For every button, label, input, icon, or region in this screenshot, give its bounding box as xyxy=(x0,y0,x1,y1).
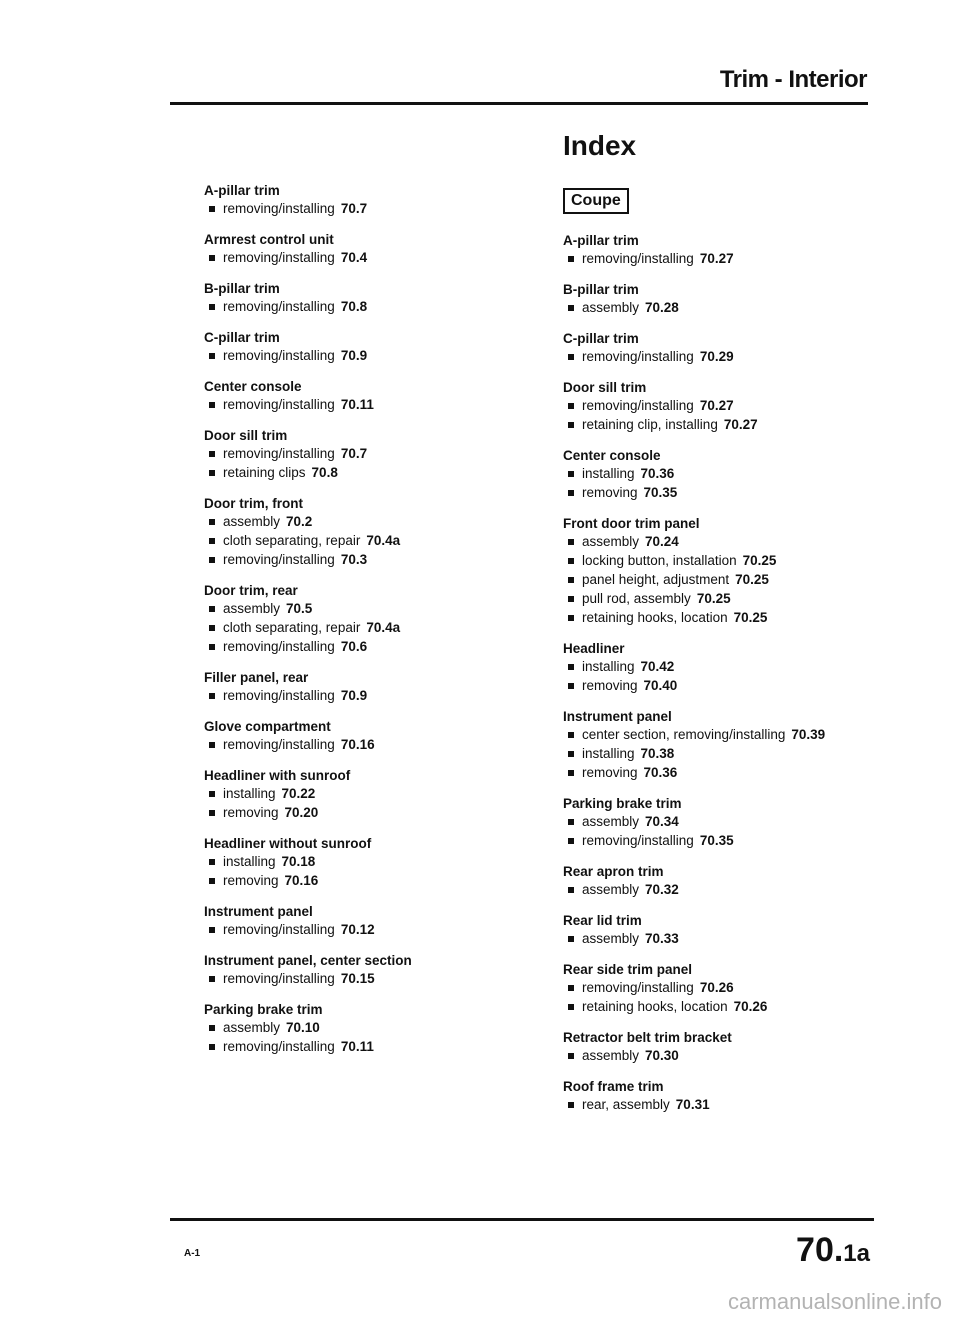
index-entry xyxy=(563,232,893,268)
index-entry-title: Rear apron trim xyxy=(563,864,664,879)
index-entry xyxy=(204,718,524,754)
page-reference: 70.9 xyxy=(340,688,368,703)
index-entry-title: Headliner without sunroof xyxy=(204,836,372,851)
page-reference: 70.27 xyxy=(699,251,734,266)
subentry-text: removing/installing xyxy=(223,446,335,461)
subentry-text: removing/installing xyxy=(223,299,335,314)
subentry-text: removing xyxy=(582,485,638,500)
index-subentry xyxy=(563,1046,893,1065)
subentry-text: panel height, adjustment xyxy=(582,572,730,587)
subentry-text: retaining clips xyxy=(223,465,306,480)
index-entry-title: B-pillar trim xyxy=(204,281,280,296)
subentry-text: removing/installing xyxy=(223,348,335,363)
page-reference: 70.25 xyxy=(735,572,769,587)
page-reference: 70.20 xyxy=(284,805,319,820)
left-index-column xyxy=(204,182,524,1069)
index-subentry xyxy=(204,803,524,822)
index-subentry xyxy=(204,735,524,754)
subentry-text: assembly xyxy=(582,534,640,549)
subentry-text: assembly xyxy=(223,514,281,529)
subentry-text: removing/installing xyxy=(582,980,694,995)
subentry-text: installing xyxy=(582,746,635,761)
page-reference: 70.4a xyxy=(366,620,401,635)
subentry-text: removing xyxy=(582,678,638,693)
subentry-text: removing/installing xyxy=(223,639,335,654)
page-reference: 70.26 xyxy=(699,980,734,995)
watermark: carmanualsonline.info xyxy=(727,1289,942,1314)
subentry-text: retaining clip, installing xyxy=(582,417,718,432)
index-subentry xyxy=(563,744,893,763)
index-subentry xyxy=(204,395,524,414)
page-reference: 70.35 xyxy=(699,833,734,848)
subentry-text: assembly xyxy=(582,931,640,946)
subentry-text: assembly xyxy=(582,882,640,897)
index-entry xyxy=(563,961,893,1016)
index-subentry xyxy=(563,657,893,676)
page-reference: 70.15 xyxy=(340,971,375,986)
page-reference: 70.24 xyxy=(645,534,679,549)
page-header-title: Trim - Interior xyxy=(719,66,867,93)
index-entry-title: Rear lid trim xyxy=(563,913,642,928)
index-entry-title: Front door trim panel xyxy=(563,516,700,531)
index-subentry xyxy=(204,618,524,637)
index-entry-title: Center console xyxy=(563,448,661,463)
index-entry xyxy=(204,182,524,218)
subentry-text: removing/installing xyxy=(223,552,335,567)
index-subentry xyxy=(204,637,524,656)
page-reference: 70.2 xyxy=(286,514,313,529)
index-entry xyxy=(204,280,524,316)
index-entry-title: C-pillar trim xyxy=(563,331,639,346)
page-reference: 70.9 xyxy=(340,348,368,363)
page-reference: 70.8 xyxy=(340,299,368,314)
index-entry-title: Door sill trim xyxy=(563,380,647,395)
footer-divider xyxy=(170,1218,874,1221)
index-subentry xyxy=(204,969,524,988)
index-entry xyxy=(563,863,893,899)
subentry-text: rear, assembly xyxy=(582,1097,670,1112)
index-entry xyxy=(204,582,524,656)
index-entry xyxy=(563,281,893,317)
index-subentry xyxy=(563,298,893,317)
index-subentry xyxy=(563,608,893,627)
index-subentry xyxy=(204,686,524,705)
page-reference: 70.18 xyxy=(281,854,316,869)
page-reference: 70.11 xyxy=(340,1039,374,1054)
subentry-text: installing xyxy=(582,659,635,674)
index-subentry xyxy=(204,248,524,267)
index-entry xyxy=(204,767,524,822)
index-entry-title: A-pillar trim xyxy=(204,183,280,198)
index-entry xyxy=(563,795,893,850)
header-divider xyxy=(170,102,868,105)
index-subentry xyxy=(204,1037,524,1056)
subentry-text: assembly xyxy=(223,1020,281,1035)
page-reference: 70.29 xyxy=(699,349,734,364)
index-subentry xyxy=(563,725,893,744)
index-entry xyxy=(204,329,524,365)
index-subentry xyxy=(563,532,893,551)
section-label-coupe: Coupe xyxy=(563,188,629,214)
index-subentry xyxy=(563,347,893,366)
page-reference: 70.25 xyxy=(742,553,777,568)
index-subentry xyxy=(204,871,524,890)
subentry-text: assembly xyxy=(582,1048,640,1063)
page-number xyxy=(796,1231,870,1270)
index-entry xyxy=(563,912,893,948)
index-entry-title: Parking brake trim xyxy=(563,796,682,811)
subentry-text: removing/installing xyxy=(223,250,335,265)
subentry-text: removing/installing xyxy=(223,688,335,703)
index-subentry xyxy=(563,464,893,483)
index-entry xyxy=(563,640,893,695)
subentry-text: removing/installing xyxy=(582,251,694,266)
index-entry-title: Glove compartment xyxy=(204,719,331,734)
index-subentry xyxy=(563,929,893,948)
page-reference: 70.26 xyxy=(733,999,768,1014)
index-entry xyxy=(204,952,524,988)
page-reference: 70.36 xyxy=(640,466,675,481)
subentry-text: removing xyxy=(223,805,279,820)
index-subentry xyxy=(563,551,893,570)
index-entry xyxy=(204,495,524,569)
subentry-text: installing xyxy=(223,786,276,801)
subentry-text: cloth separating, repair xyxy=(223,620,361,635)
index-entry-title: Headliner with sunroof xyxy=(204,768,351,783)
index-subentry xyxy=(563,396,893,415)
index-subentry xyxy=(563,978,893,997)
index-subentry xyxy=(204,512,524,531)
index-entry-title: A-pillar trim xyxy=(563,233,639,248)
index-subentry xyxy=(563,997,893,1016)
page-reference: 70.35 xyxy=(643,485,678,500)
index-entry-title: Door trim, front xyxy=(204,496,303,511)
index-subentry xyxy=(563,812,893,831)
page-reference: 70.16 xyxy=(340,737,375,752)
index-subentry xyxy=(563,589,893,608)
index-entry-title: Rear side trim panel xyxy=(563,962,693,977)
index-subentry xyxy=(204,1018,524,1037)
page-reference: 70.39 xyxy=(791,727,826,742)
index-subentry xyxy=(563,676,893,695)
index-title: Index xyxy=(563,130,637,161)
subentry-text: assembly xyxy=(582,300,640,315)
index-entry-title: Headliner xyxy=(563,641,625,656)
subentry-text: removing/installing xyxy=(223,1039,335,1054)
page-reference: 70.22 xyxy=(281,786,316,801)
page-reference: 70.36 xyxy=(643,765,678,780)
subentry-text: locking button, installation xyxy=(582,553,737,568)
page-reference: 70.4 xyxy=(340,250,368,265)
subentry-text: removing/installing xyxy=(223,737,335,752)
page-number-suffix: 1a xyxy=(843,1240,870,1267)
subentry-text: cloth separating, repair xyxy=(223,533,361,548)
page-reference: 70.32 xyxy=(645,882,679,897)
index-subentry xyxy=(204,920,524,939)
index-entry xyxy=(563,515,893,627)
subentry-text: assembly xyxy=(223,601,281,616)
index-entry-title: Door trim, rear xyxy=(204,583,298,598)
index-entry xyxy=(204,903,524,939)
page-reference: 70.6 xyxy=(340,639,368,654)
subentry-text: removing/installing xyxy=(582,833,694,848)
page-reference: 70.8 xyxy=(311,465,338,480)
subentry-text: removing/installing xyxy=(223,397,335,412)
page-reference: 70.31 xyxy=(675,1097,710,1112)
index-entry-title: C-pillar trim xyxy=(204,330,280,345)
index-entry xyxy=(563,1078,893,1114)
subentry-text: removing/installing xyxy=(223,201,335,216)
subentry-text: removing xyxy=(582,765,638,780)
subentry-text: removing/installing xyxy=(223,971,335,986)
page-reference: 70.33 xyxy=(645,931,679,946)
right-index-column xyxy=(563,232,893,1127)
footer-code: A-1 xyxy=(184,1248,201,1259)
index-entry-title: Door sill trim xyxy=(204,428,288,443)
page-reference: 70.10 xyxy=(286,1020,320,1035)
index-subentry xyxy=(204,599,524,618)
page-reference: 70.28 xyxy=(645,300,679,315)
index-entry xyxy=(563,447,893,502)
page-reference: 70.25 xyxy=(733,610,768,625)
page-reference: 70.40 xyxy=(643,678,678,693)
index-subentry xyxy=(204,784,524,803)
index-subentry xyxy=(563,880,893,899)
index-entry xyxy=(563,1029,893,1065)
index-subentry xyxy=(204,550,524,569)
page-reference: 70.7 xyxy=(340,201,368,216)
index-entry xyxy=(204,427,524,482)
index-subentry xyxy=(204,463,524,482)
index-entry-title: Parking brake trim xyxy=(204,1002,323,1017)
page-reference: 70.34 xyxy=(645,814,679,829)
index-subentry xyxy=(563,763,893,782)
page-reference: 70.5 xyxy=(286,601,313,616)
index-entry-title: Instrument panel xyxy=(204,904,313,919)
page-reference: 70.7 xyxy=(340,446,368,461)
page-reference: 70.30 xyxy=(645,1048,679,1063)
page-reference: 70.4a xyxy=(366,533,401,548)
index-entry-title: Filler panel, rear xyxy=(204,670,309,685)
page-reference: 70.16 xyxy=(284,873,319,888)
index-subentry xyxy=(204,346,524,365)
subentry-text: assembly xyxy=(582,814,640,829)
index-subentry xyxy=(204,199,524,218)
index-entry xyxy=(204,835,524,890)
page-reference: 70.25 xyxy=(696,591,731,606)
subentry-text: removing/installing xyxy=(223,922,335,937)
index-entry-title: B-pillar trim xyxy=(563,282,639,297)
index-entry xyxy=(204,1001,524,1056)
page-reference: 70.3 xyxy=(340,552,368,567)
subentry-text: removing/installing xyxy=(582,398,694,413)
index-subentry xyxy=(563,831,893,850)
index-entry-title: Roof frame trim xyxy=(563,1079,664,1094)
subentry-text: retaining hooks, location xyxy=(582,999,728,1014)
page-reference: 70.11 xyxy=(340,397,374,412)
index-subentry xyxy=(204,852,524,871)
subentry-text: pull rod, assembly xyxy=(582,591,691,606)
index-entry xyxy=(204,669,524,705)
index-subentry xyxy=(563,483,893,502)
index-subentry xyxy=(563,249,893,268)
page-reference: 70.12 xyxy=(340,922,375,937)
index-entry-title: Center console xyxy=(204,379,302,394)
index-subentry xyxy=(563,570,893,589)
page-reference: 70.27 xyxy=(723,417,758,432)
subentry-text: center section, removing/installing xyxy=(582,727,786,742)
index-entry-title: Instrument panel xyxy=(563,709,672,724)
subentry-text: installing xyxy=(223,854,276,869)
subentry-text: removing xyxy=(223,873,279,888)
page-reference: 70.42 xyxy=(640,659,675,674)
index-subentry xyxy=(563,1095,893,1114)
page-reference: 70.27 xyxy=(699,398,734,413)
subentry-text: retaining hooks, location xyxy=(582,610,728,625)
index-entry-title: Armrest control unit xyxy=(204,232,334,247)
index-entry xyxy=(204,378,524,414)
index-entry xyxy=(563,330,893,366)
subentry-text: installing xyxy=(582,466,635,481)
index-subentry xyxy=(204,444,524,463)
page-reference: 70.38 xyxy=(640,746,675,761)
index-entry-title: Retractor belt trim bracket xyxy=(563,1030,732,1045)
page-number-main: 70. xyxy=(796,1231,844,1269)
index-entry xyxy=(204,231,524,267)
index-entry xyxy=(563,708,893,782)
index-entry xyxy=(563,379,893,434)
subentry-text: removing/installing xyxy=(582,349,694,364)
index-subentry xyxy=(204,297,524,316)
index-subentry xyxy=(563,415,893,434)
index-subentry xyxy=(204,531,524,550)
index-entry-title: Instrument panel, center section xyxy=(204,953,412,968)
